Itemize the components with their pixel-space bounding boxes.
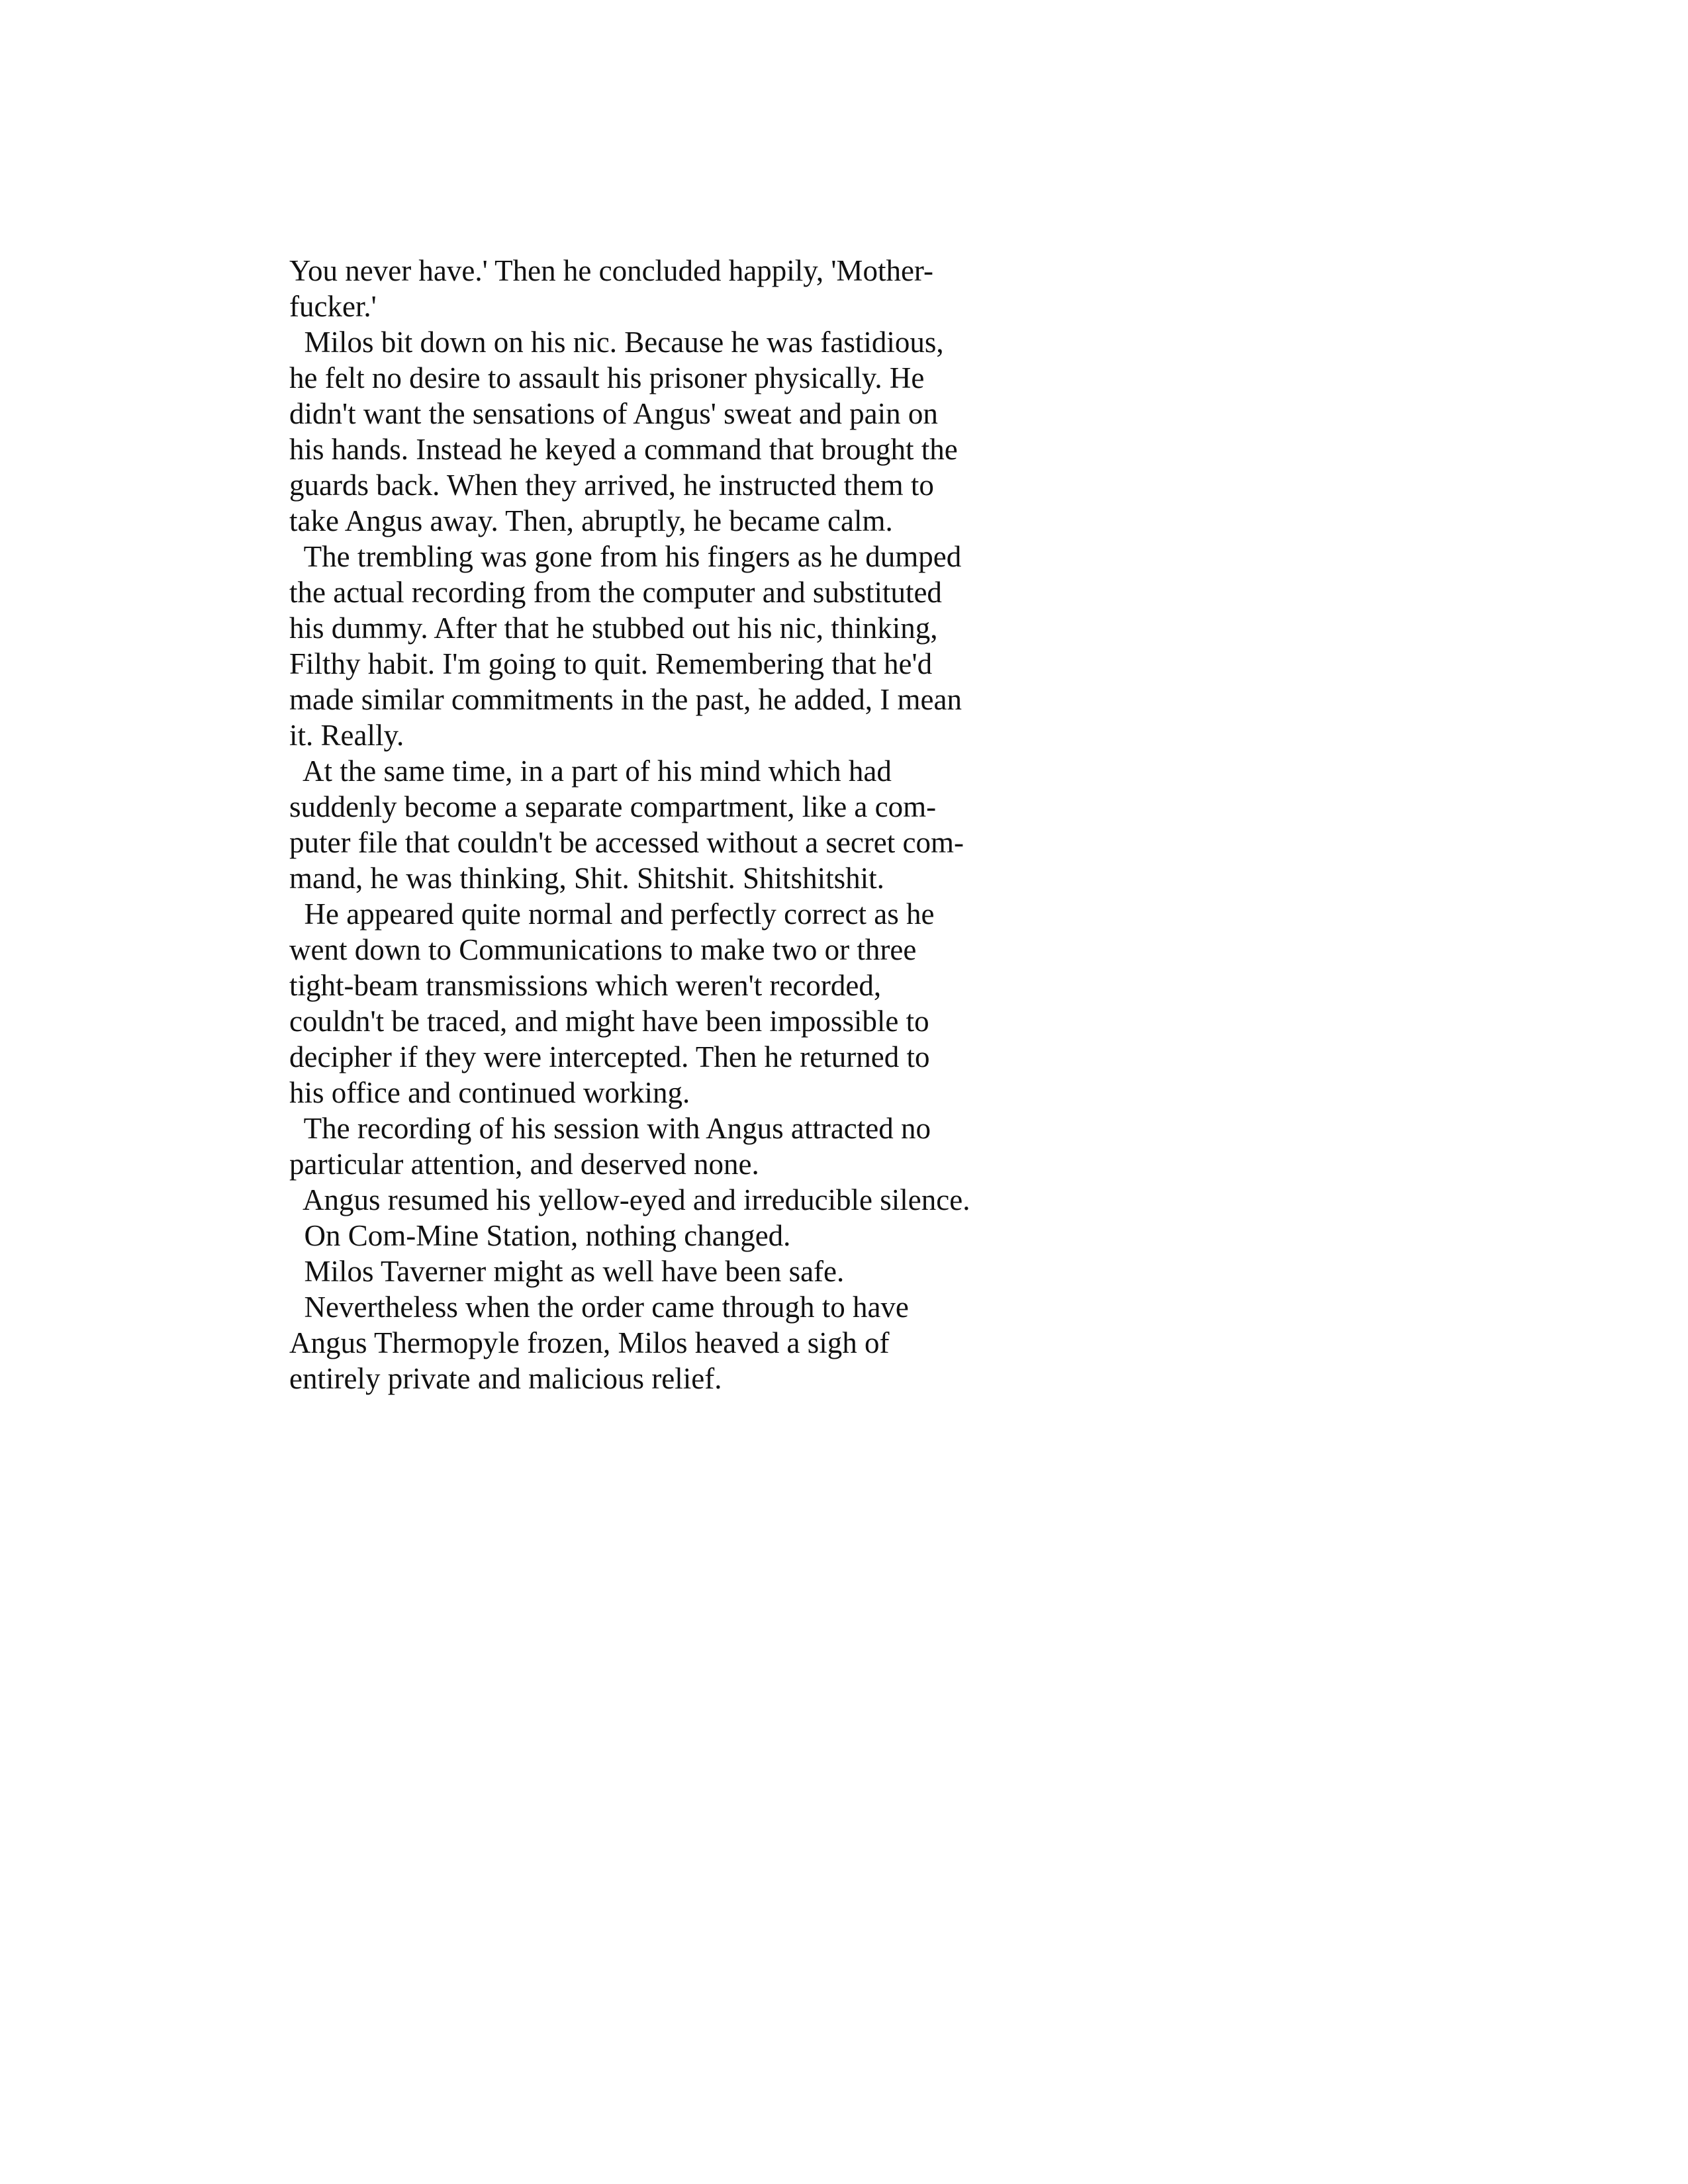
text-line: Nevertheless when the order came through to have	[289, 1291, 909, 1324]
text-line: it. Really.	[289, 719, 404, 752]
text-line: his office and continued working.	[289, 1076, 690, 1109]
text-line: He appeared quite normal and perfectly correct as he	[289, 897, 935, 931]
text-line: particular attention, and deserved none.	[289, 1148, 759, 1181]
text-line: Milos Taverner might as well have been safe.	[289, 1255, 845, 1288]
text-line: puter file that couldn't be accessed without a secret com-	[289, 826, 964, 859]
text-line: At the same time, in a part of his mind which had	[289, 754, 892, 788]
text-line: guards back. When they arrived, he instructed them to	[289, 469, 934, 502]
text-line: he felt no desire to assault his prisoner physically. He	[289, 361, 925, 394]
text-line: The recording of his session with Angus attracted no	[289, 1112, 931, 1145]
text-line: Angus resumed his yellow-eyed and irreducible silence.	[289, 1183, 970, 1216]
text-line: mand, he was thinking, Shit. Shitshit. Shitshitshit.	[289, 862, 884, 895]
text-line: The trembling was gone from his fingers as he dumped	[289, 540, 962, 573]
text-line: couldn't be traced, and might have been impossible to	[289, 1005, 929, 1038]
text-line: his dummy. After that he stubbed out his nic, thinking,	[289, 612, 938, 645]
text-line: Filthy habit. I'm going to quit. Remembering that he'd	[289, 647, 933, 680]
text-line: decipher if they were intercepted. Then he returned to	[289, 1040, 930, 1073]
text-line: On Com-Mine Station, nothing changed.	[289, 1219, 791, 1252]
text-line: didn't want the sensations of Angus' sweat and pain on	[289, 397, 938, 430]
text-line: suddenly become a separate compartment, like a com-	[289, 790, 937, 823]
text-line: tight-beam transmissions which weren't recorded,	[289, 969, 882, 1002]
text-line: take Angus away. Then, abruptly, he became calm.	[289, 504, 893, 537]
body-text	[289, 253, 1051, 1396]
text-line: fucker.'	[289, 290, 377, 323]
text-line: made similar commitments in the past, he added, I mean	[289, 683, 962, 716]
text-line: You never have.' Then he concluded happily, 'Mother-	[289, 254, 933, 287]
text-line: his hands. Instead he keyed a command that brought the	[289, 433, 958, 466]
text-line: entirely private and malicious relief.	[289, 1362, 722, 1395]
text-line: Milos bit down on his nic. Because he was fastidious,	[289, 326, 944, 359]
text-line: the actual recording from the computer and substituted	[289, 576, 942, 609]
text-line: went down to Communications to make two or three	[289, 933, 917, 966]
text-line: Angus Thermopyle frozen, Milos heaved a sigh of	[289, 1326, 890, 1359]
